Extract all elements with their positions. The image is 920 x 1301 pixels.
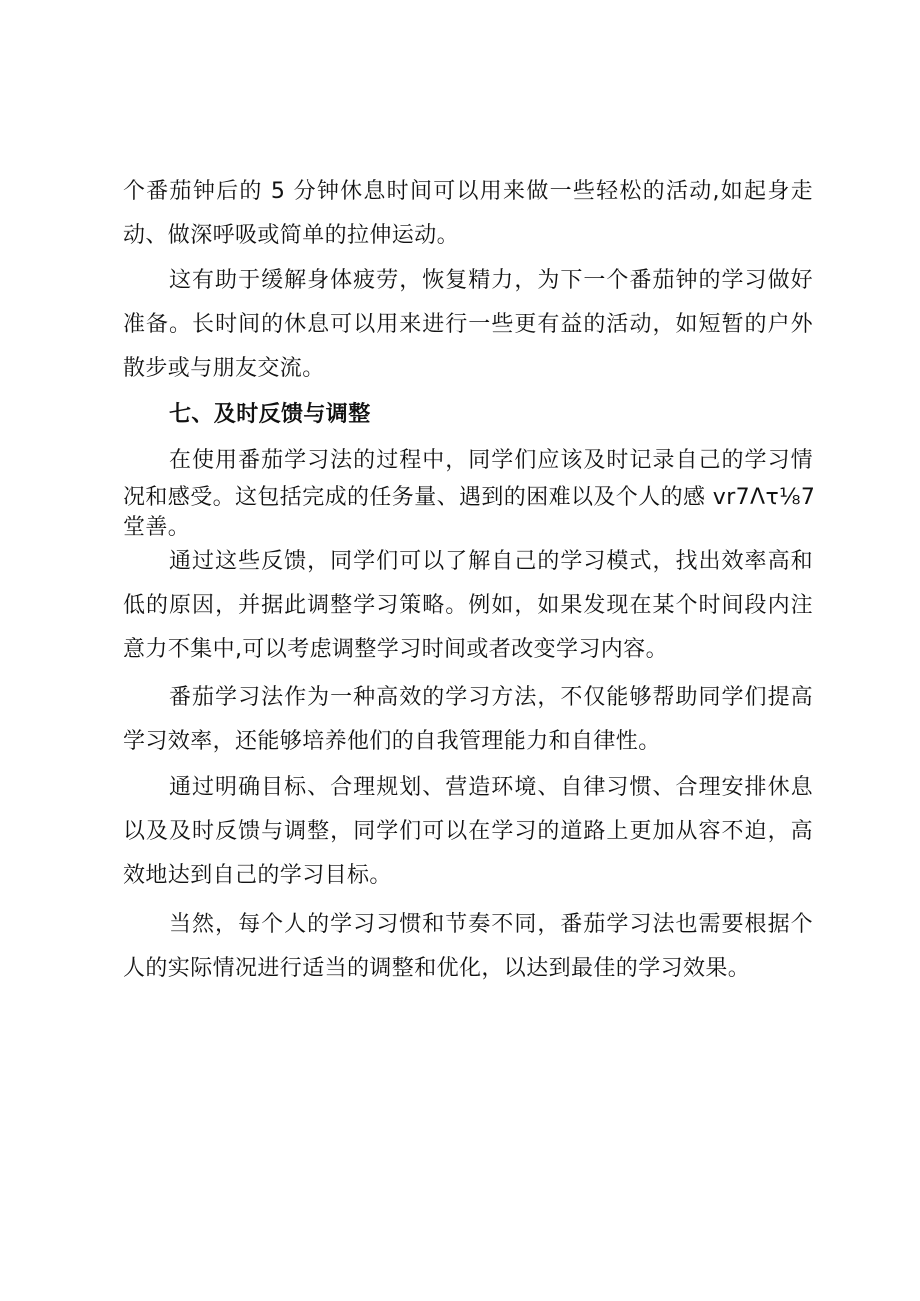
text-line: 在使用番茄学习法的过程中，同学们应该及时记录自己的学习情 (169, 448, 813, 473)
text-line: 通过明确目标、合理规划、营造环境、自律习惯、合理安排休息 (169, 775, 813, 800)
paragraph-record-feedback (123, 439, 816, 543)
text-line: 番茄学习法作为一种高效的学习方法，不仅能够帮助同学们提高 (169, 685, 813, 710)
paragraph-summary (123, 766, 813, 898)
text-line: 人的实际情况进行适当的调整和优化，以达到最佳的学习效果。 (123, 956, 751, 981)
text-line: 这有助于缓解身体疲劳，恢复精力，为下一个番茄钟的学习做好 (169, 268, 813, 293)
text-line: 以及及时反馈与调整，同学们可以在学习的道路上更加从容不迫，高 (123, 819, 813, 844)
section-heading: 七、及时反馈与调整 (169, 402, 371, 427)
text-line: 通过这些反馈，同学们可以了解自己的学习模式，找出效率高和 (169, 549, 813, 574)
text-line: 况和感受。这包括完成的任务量、遇到的困难以及个人的感 vr7Λτ⅛7 (123, 485, 816, 510)
text-line: 散步或与朋友交流。 (123, 356, 325, 381)
paragraph-conclusion (123, 903, 813, 991)
text-line: 当然，每个人的学习习惯和节奏不同，番茄学习法也需要根据个 (169, 912, 813, 937)
text-line: 低的原因，并据此调整学习策略。例如，如果发现在某个时间段内注 (123, 593, 813, 618)
text-line: 意力不集中,可以考虑调整学习时间或者改变学习内容。 (123, 637, 668, 662)
text-line: 效地达到自己的学习目标。 (123, 863, 392, 888)
paragraph-break-activities (123, 170, 813, 258)
paragraph-method-value (123, 676, 813, 764)
paragraph-adjust-strategy (123, 540, 813, 672)
text-line: 学习效率，还能够培养他们的自我管理能力和自律性。 (123, 729, 661, 754)
text-line: 堂善。 (123, 515, 191, 540)
paragraph-recovery (123, 259, 813, 391)
text-line: 动、做深呼吸或简单的拉伸运动。 (123, 223, 460, 248)
text-line: 个番茄钟后的 5 分钟休息时间可以用来做一些轻松的活动,如起身走 (123, 179, 813, 204)
text-line: 准备。长时间的休息可以用来进行一些更有益的活动，如短暂的户外 (123, 312, 813, 337)
